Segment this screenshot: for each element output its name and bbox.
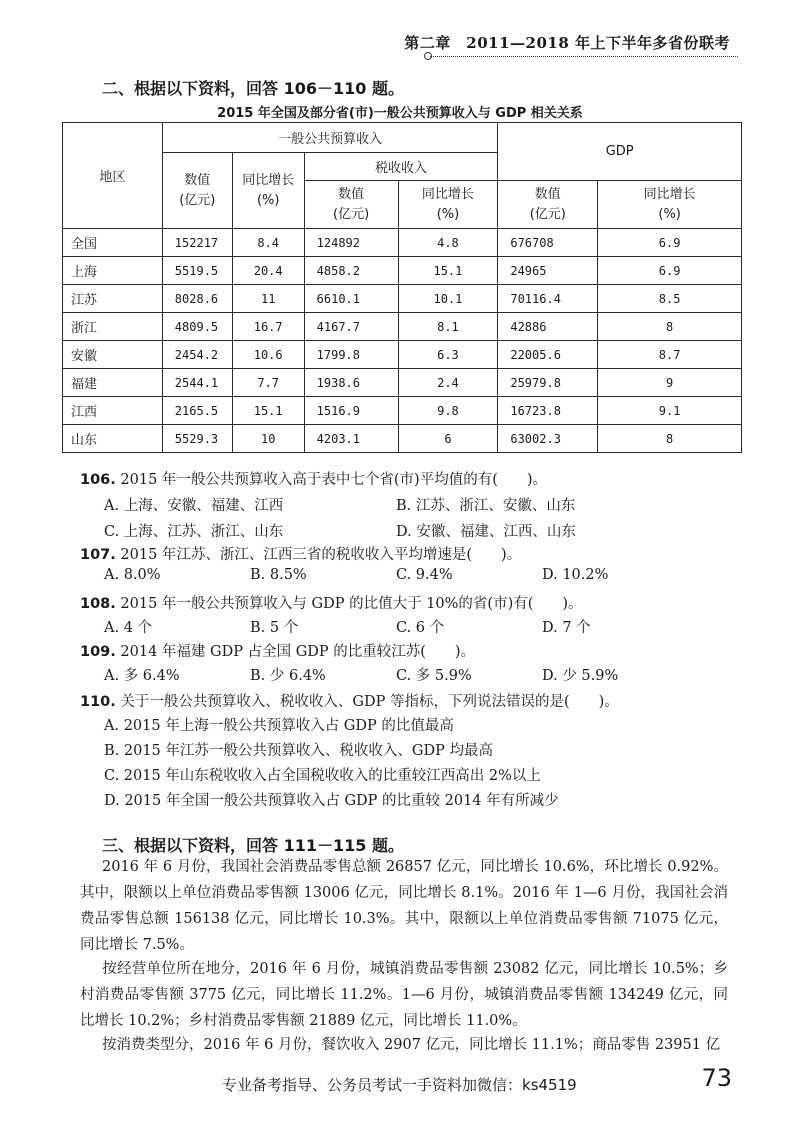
page-number: 73 bbox=[701, 1064, 732, 1092]
cell-tax-growth: 9.8 bbox=[398, 397, 498, 425]
cell-gdp-value: 676708 bbox=[498, 229, 598, 257]
cell-budget-growth: 10 bbox=[232, 425, 304, 453]
header-budget: 一般公共预算收入 bbox=[162, 123, 498, 153]
cell-tax-value: 1799.8 bbox=[304, 341, 398, 369]
cell-tax-value: 4203.1 bbox=[304, 425, 398, 453]
cell-region: 安徽 bbox=[63, 341, 163, 369]
option-b: B. 8.5% bbox=[250, 567, 307, 583]
cell-gdp-value: 42886 bbox=[498, 313, 598, 341]
option-a: A. 2015 年上海一般公共预算收入占 GDP 的比值最高 bbox=[104, 718, 454, 734]
cell-gdp-value: 63002.3 bbox=[498, 425, 598, 453]
question-number: 110. bbox=[80, 694, 116, 710]
cell-budget-growth: 16.7 bbox=[232, 313, 304, 341]
cell-budget-growth: 8.4 bbox=[232, 229, 304, 257]
page-header bbox=[0, 0, 800, 62]
cell-gdp-growth: 8 bbox=[598, 425, 742, 453]
cell-budget-growth: 7.7 bbox=[232, 369, 304, 397]
question-106 bbox=[80, 468, 547, 489]
cell-gdp-value: 24965 bbox=[498, 257, 598, 285]
table-row bbox=[63, 341, 742, 369]
paragraph-text: 按消费类型分，2016 年 6 月份，餐饮收入 2907 亿元，同比增长 11.1%；商品零售 23951 亿 bbox=[102, 1037, 721, 1053]
option-a: A. 上海、安徽、福建、江西 bbox=[104, 498, 284, 514]
option-c: C. 9.4% bbox=[396, 567, 453, 583]
cell-gdp-value: 16723.8 bbox=[498, 397, 598, 425]
header-tax-value: 数值 (亿元) bbox=[304, 181, 398, 229]
option-d: D. 少 5.9% bbox=[542, 668, 619, 684]
paragraph-text: 按经营单位所在地分，2016 年 6 月份，城镇消费品零售额 23082 亿元，同比增长 10.5%；乡村消费品零售额 3775 亿元，同比增长 11.2%。1—6 月份，城镇消费品零售额 134249 亿元，同比增长 10.2%；乡村消费品零售额 21889 亿元，同比增长 11.0%。 bbox=[80, 961, 728, 1029]
cell-tax-growth: 2.4 bbox=[398, 369, 498, 397]
table-title: 2015 年全国及部分省(市)一般公共预算收入与 GDP 相关关系 bbox=[217, 106, 583, 121]
question-text: 2015 年江苏、浙江、江西三省的税收收入平均增速是( )。 bbox=[120, 547, 522, 563]
cell-budget-value: 2165.5 bbox=[162, 397, 232, 425]
cell-tax-growth: 15.1 bbox=[398, 257, 498, 285]
cell-tax-growth: 4.8 bbox=[398, 229, 498, 257]
table-row bbox=[63, 425, 742, 453]
table-row bbox=[63, 397, 742, 425]
option-c: C. 多 5.9% bbox=[396, 668, 472, 684]
option-d: D. 7 个 bbox=[542, 620, 591, 636]
question-text: 关于一般公共预算收入、税收收入、GDP 等指标，下列说法错误的是( )。 bbox=[120, 694, 619, 710]
question-109 bbox=[80, 640, 475, 661]
cell-gdp-growth: 6.9 bbox=[598, 229, 742, 257]
cell-budget-value: 8028.6 bbox=[162, 285, 232, 313]
cell-budget-value: 152217 bbox=[162, 229, 232, 257]
section-heading-3: 三、根据以下资料，回答 111－115 题。 bbox=[102, 836, 404, 855]
table-row bbox=[63, 229, 742, 257]
header-rule bbox=[430, 56, 738, 57]
cell-budget-value: 4809.5 bbox=[162, 313, 232, 341]
data-table bbox=[62, 122, 742, 453]
header-tax: 税收收入 bbox=[304, 153, 498, 181]
cell-tax-value: 1516.9 bbox=[304, 397, 398, 425]
cell-region: 江西 bbox=[63, 397, 163, 425]
cell-budget-value: 5529.3 bbox=[162, 425, 232, 453]
paragraph-text: 2016 年 6 月份，我国社会消费品零售总额 26857 亿元，同比增长 10.6%，环比增长 0.92%。其中，限额以上单位消费品零售额 13006 亿元，同比增长 8.1%。2016 年 1—6 月份，我国社会消费品零售总额 156138 亿元，同比增长 10.3%。其中，限额以上单位消费品零售额 71075 亿元，同比增长 7.5%。 bbox=[80, 859, 728, 953]
header-gdp: GDP bbox=[498, 123, 742, 181]
option-a: A. 4 个 bbox=[104, 620, 153, 636]
cell-region: 福建 bbox=[63, 369, 163, 397]
header-gdp-value: 数值 (亿元) bbox=[498, 181, 598, 229]
question-number: 109. bbox=[80, 644, 116, 660]
cell-tax-value: 1938.6 bbox=[304, 369, 398, 397]
option-b: B. 2015 年江苏一般公共预算收入、税收收入、GDP 均最高 bbox=[104, 743, 493, 759]
cell-tax-growth: 6.3 bbox=[398, 341, 498, 369]
cell-gdp-growth: 8 bbox=[598, 313, 742, 341]
section-heading-2: 二、根据以下资料，回答 106－110 题。 bbox=[102, 79, 404, 98]
paragraph-2 bbox=[80, 956, 728, 1034]
table-row bbox=[63, 285, 742, 313]
question-110 bbox=[80, 690, 619, 711]
option-d: D. 安徽、福建、江西、山东 bbox=[396, 524, 576, 540]
header-budget-growth: 同比增长 (%) bbox=[232, 153, 304, 229]
cell-gdp-growth: 9.1 bbox=[598, 397, 742, 425]
cell-tax-growth: 6 bbox=[398, 425, 498, 453]
cell-tax-growth: 8.1 bbox=[398, 313, 498, 341]
cell-region: 上海 bbox=[63, 257, 163, 285]
question-107 bbox=[80, 543, 521, 564]
cell-budget-value: 2454.2 bbox=[162, 341, 232, 369]
cell-budget-growth: 15.1 bbox=[232, 397, 304, 425]
cell-gdp-growth: 9 bbox=[598, 369, 742, 397]
option-b: B. 5 个 bbox=[250, 620, 299, 636]
option-a: A. 多 6.4% bbox=[104, 668, 180, 684]
cell-region: 山东 bbox=[63, 425, 163, 453]
option-d: D. 2015 年全国一般公共预算收入占 GDP 的比重较 2014 年有所减少 bbox=[104, 793, 559, 809]
question-number: 106. bbox=[80, 472, 116, 488]
cell-gdp-growth: 6.9 bbox=[598, 257, 742, 285]
question-text: 2015 年一般公共预算收入高于表中七个省(市)平均值的有( )。 bbox=[120, 472, 548, 488]
paragraph-1 bbox=[80, 854, 728, 958]
cell-budget-value: 5519.5 bbox=[162, 257, 232, 285]
cell-region: 江苏 bbox=[63, 285, 163, 313]
header-budget-value: 数值 (亿元) bbox=[162, 153, 232, 229]
question-108 bbox=[80, 592, 583, 613]
table-row bbox=[63, 369, 742, 397]
option-b: B. 江苏、浙江、安徽、山东 bbox=[396, 498, 576, 514]
cell-budget-growth: 11 bbox=[232, 285, 304, 313]
table-row bbox=[63, 313, 742, 341]
option-b: B. 少 6.4% bbox=[250, 668, 326, 684]
question-number: 108. bbox=[80, 596, 116, 612]
option-c: C. 6 个 bbox=[396, 620, 445, 636]
question-text: 2014 年福建 GDP 占全国 GDP 的比重较江苏( )。 bbox=[120, 644, 476, 660]
cell-gdp-value: 70116.4 bbox=[498, 285, 598, 313]
cell-budget-value: 2544.1 bbox=[162, 369, 232, 397]
cell-region: 全国 bbox=[63, 229, 163, 257]
cell-gdp-value: 25979.8 bbox=[498, 369, 598, 397]
table-row bbox=[63, 257, 742, 285]
chapter-title: 第二章 2011—2018 年上下半年多省份联考 bbox=[404, 34, 730, 52]
cell-gdp-growth: 8.5 bbox=[598, 285, 742, 313]
option-a: A. 8.0% bbox=[104, 567, 161, 583]
paragraph-3 bbox=[80, 1032, 728, 1058]
cell-tax-growth: 10.1 bbox=[398, 285, 498, 313]
cell-tax-value: 4858.2 bbox=[304, 257, 398, 285]
cell-budget-growth: 10.6 bbox=[232, 341, 304, 369]
cell-gdp-growth: 8.7 bbox=[598, 341, 742, 369]
option-c: C. 上海、江苏、浙江、山东 bbox=[104, 524, 284, 540]
cell-budget-growth: 20.4 bbox=[232, 257, 304, 285]
option-d: D. 10.2% bbox=[542, 567, 609, 583]
question-text: 2015 年一般公共预算收入与 GDP 的比值大于 10%的省(市)有( )。 bbox=[120, 596, 583, 612]
cell-gdp-value: 22005.6 bbox=[498, 341, 598, 369]
option-c: C. 2015 年山东税收收入占全国税收收入的比重较江西高出 2%以上 bbox=[104, 768, 541, 784]
question-number: 107. bbox=[80, 547, 116, 563]
cell-tax-value: 6610.1 bbox=[304, 285, 398, 313]
footer-note: 专业备考指导、公务员考试一手资料加微信：ks4519 bbox=[222, 1076, 577, 1094]
cell-tax-value: 124892 bbox=[304, 229, 398, 257]
header-gdp-growth: 同比增长 (%) bbox=[598, 181, 742, 229]
cell-tax-value: 4167.7 bbox=[304, 313, 398, 341]
cell-region: 浙江 bbox=[63, 313, 163, 341]
header-tax-growth: 同比增长 (%) bbox=[398, 181, 498, 229]
header-region: 地区 bbox=[63, 123, 163, 229]
